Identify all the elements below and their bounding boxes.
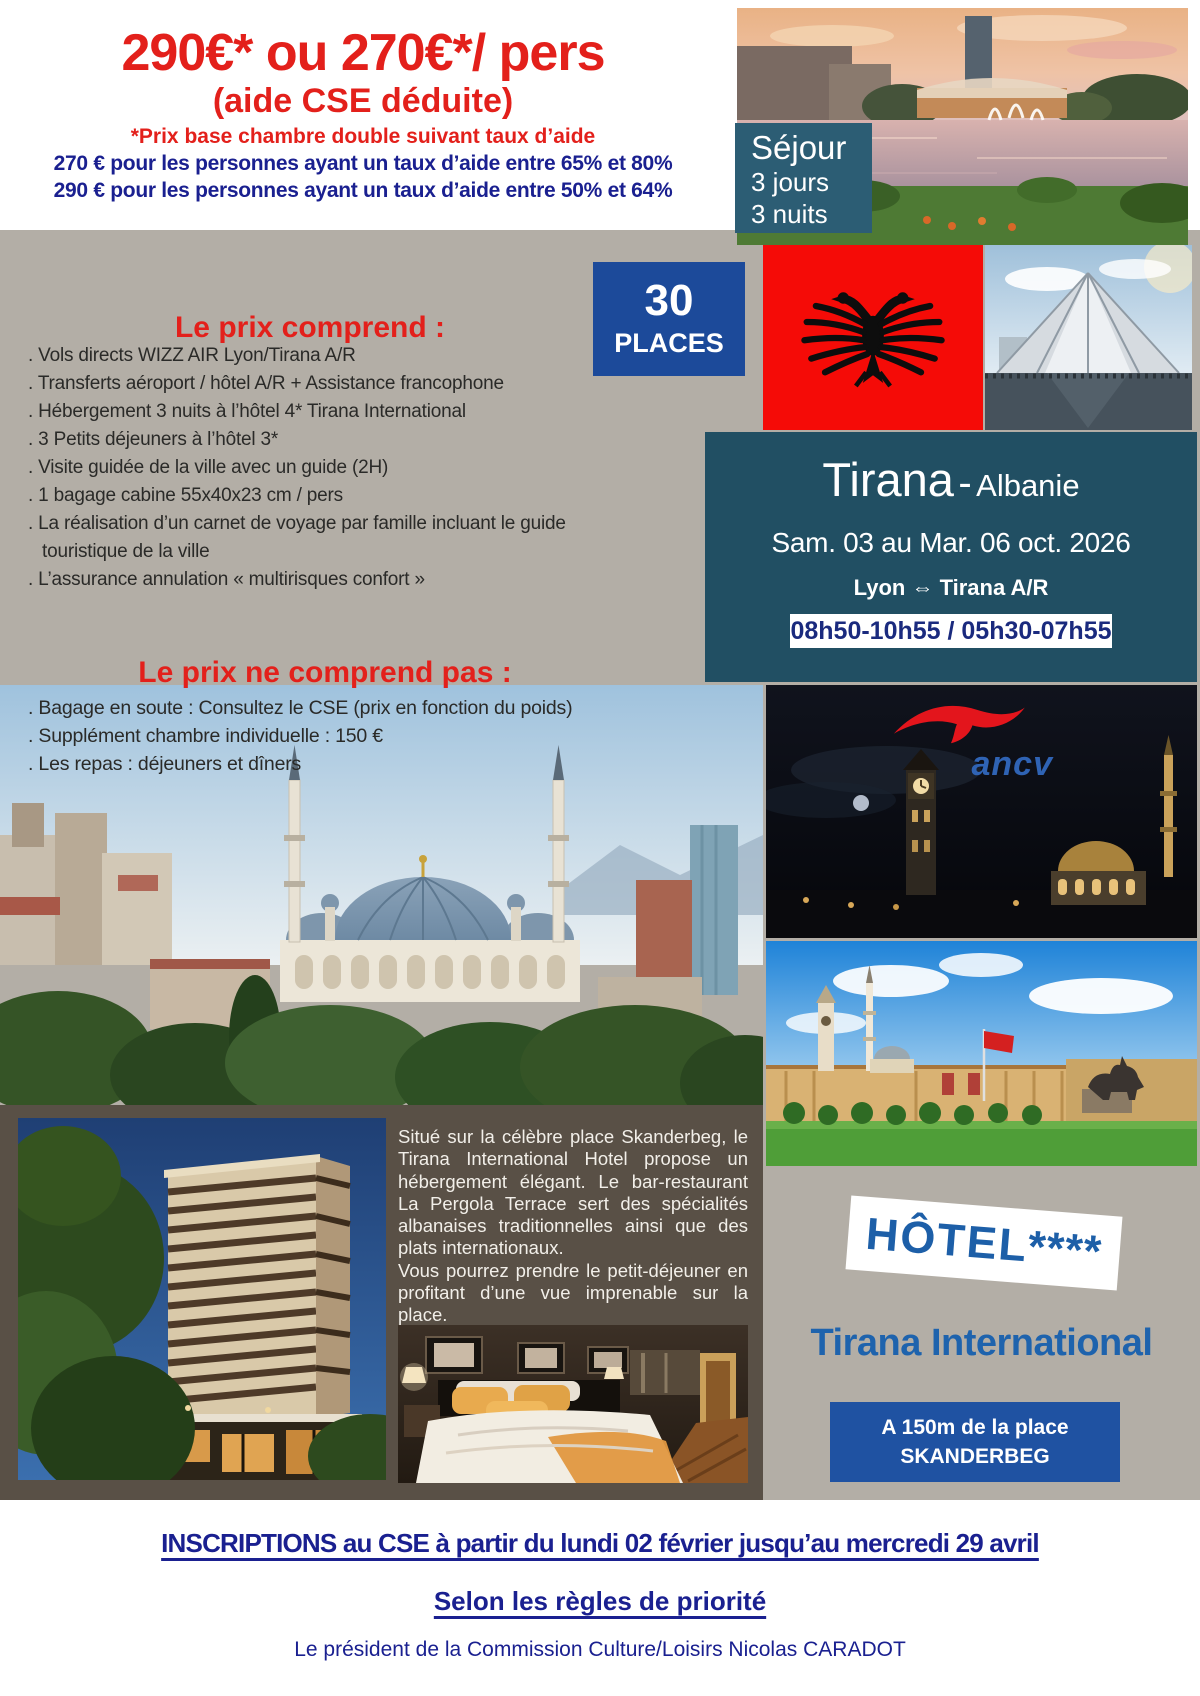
- hotel-location-line2: SKANDERBEG: [900, 1445, 1050, 1468]
- aide-rate-line-290: 290 € pour les personnes ayant un taux d’aide entre 50% et 64%: [53, 178, 673, 202]
- hotel-description: [398, 1126, 748, 1327]
- trip-destination: [705, 453, 1197, 506]
- priority-rules-line: Selon les règles de priorité: [433, 1586, 767, 1616]
- excludes-list: [28, 694, 708, 778]
- pricing-header: [0, 26, 726, 203]
- stay-duration-badge: [735, 123, 872, 233]
- aide-rate-line-270: 270 € pour les personnes ayant un taux d’aide entre 65% et 80%: [53, 151, 673, 175]
- includes-item: . Transferts aéroport / hôtel A/R + Assistance francophone: [28, 373, 504, 394]
- includes-item: . L’assurance annulation « multirisques confort »: [28, 569, 425, 590]
- excludes-item: . Supplément chambre individuelle : 150 €: [28, 725, 383, 747]
- hotel-location-line1: A 150m de la place: [881, 1415, 1069, 1439]
- trip-country: Albanie: [976, 468, 1080, 503]
- trip-city: Tirana: [822, 453, 954, 506]
- hotel-description-p2: Vous pourrez prendre le petit-déjeuner en profitant d’une vue imprenable sur la place.: [398, 1259, 748, 1326]
- stay-badge-nights: 3 nuits: [751, 198, 828, 229]
- includes-item: . Vols directs WIZZ AIR Lyon/Tirana A/R: [28, 345, 356, 366]
- trip-dates: Sam. 03 au Mar. 06 oct. 2026: [771, 527, 1131, 558]
- hotel-category-label: HÔTEL: [864, 1207, 1031, 1272]
- photo-skanderbeg-square: [766, 941, 1197, 1166]
- inscriptions-line: INSCRIPTIONS au CSE à partir du lundi 02 février jusqu’au mercredi 29 avril: [161, 1528, 1039, 1558]
- trip-separator: -: [958, 461, 972, 505]
- photo-pyramid-of-tirana: [985, 245, 1192, 430]
- excludes-item: . Bagage en soute : Consultez le CSE (prix en fonction du poids): [28, 697, 573, 719]
- hotel-description-p1: Situé sur la célèbre place Skanderbeg, le Tirana International Hotel propose un hébergement élégant. Le bar-restaurant La Pergola Terrace sert des spécialités albanaises traditionnelles ainsi que des plats internationaux.: [398, 1126, 748, 1259]
- includes-list: [28, 342, 668, 594]
- hotel-location-badge: [830, 1402, 1120, 1482]
- albania-flag: [763, 245, 983, 430]
- signature-line: Le président de la Commission Culture/Loisirs Nicolas CARADOT: [294, 1638, 906, 1661]
- excludes-title: Le prix ne comprend pas :: [138, 656, 512, 689]
- includes-item: . Hébergement 3 nuits à l’hôtel 4* Tirana International: [28, 401, 466, 422]
- ancv-wordmark: ancv: [971, 745, 1053, 783]
- excludes-item: . Les repas : déjeuners et dîners: [28, 753, 302, 775]
- places-count: 30: [644, 275, 694, 325]
- trip-route: Lyon ⇔ Tirana A/R: [853, 575, 1049, 600]
- stay-badge-days: 3 jours: [751, 166, 830, 197]
- trip-info-box: [705, 432, 1197, 682]
- includes-item: . 3 Petits déjeuners à l’hôtel 3*: [28, 429, 279, 450]
- hotel-category-stars: ****: [1026, 1220, 1104, 1278]
- places-label: PLACES: [614, 327, 724, 358]
- photo-hotel-building: [18, 1118, 386, 1480]
- includes-item: . Visite guidée de la ville avec un guide (2H): [28, 457, 389, 478]
- flight-times: 08h50-10h55 / 05h30-07h55: [790, 614, 1112, 648]
- hotel-name: Tirana International: [810, 1322, 1153, 1364]
- photo-hotel-room: [398, 1325, 748, 1483]
- price-subtitle: (aide CSE déduite): [212, 81, 514, 120]
- price-note: *Prix base chambre double suivant taux d’aide: [130, 124, 596, 148]
- double-headed-eagle-icon: [793, 273, 953, 403]
- ancv-bird-icon: [888, 698, 1033, 748]
- includes-item: . 1 bagage cabine 55x40x23 cm / pers: [28, 485, 343, 506]
- price-title: 290€* ou 270€*/ pers: [121, 24, 605, 82]
- stay-badge-title: Séjour: [751, 129, 847, 166]
- includes-title: Le prix comprend :: [174, 311, 446, 344]
- ancv-logo: [888, 698, 1063, 784]
- includes-item: . La réalisation d’un carnet de voyage par famille incluant le guide touristique de la ville: [28, 513, 566, 562]
